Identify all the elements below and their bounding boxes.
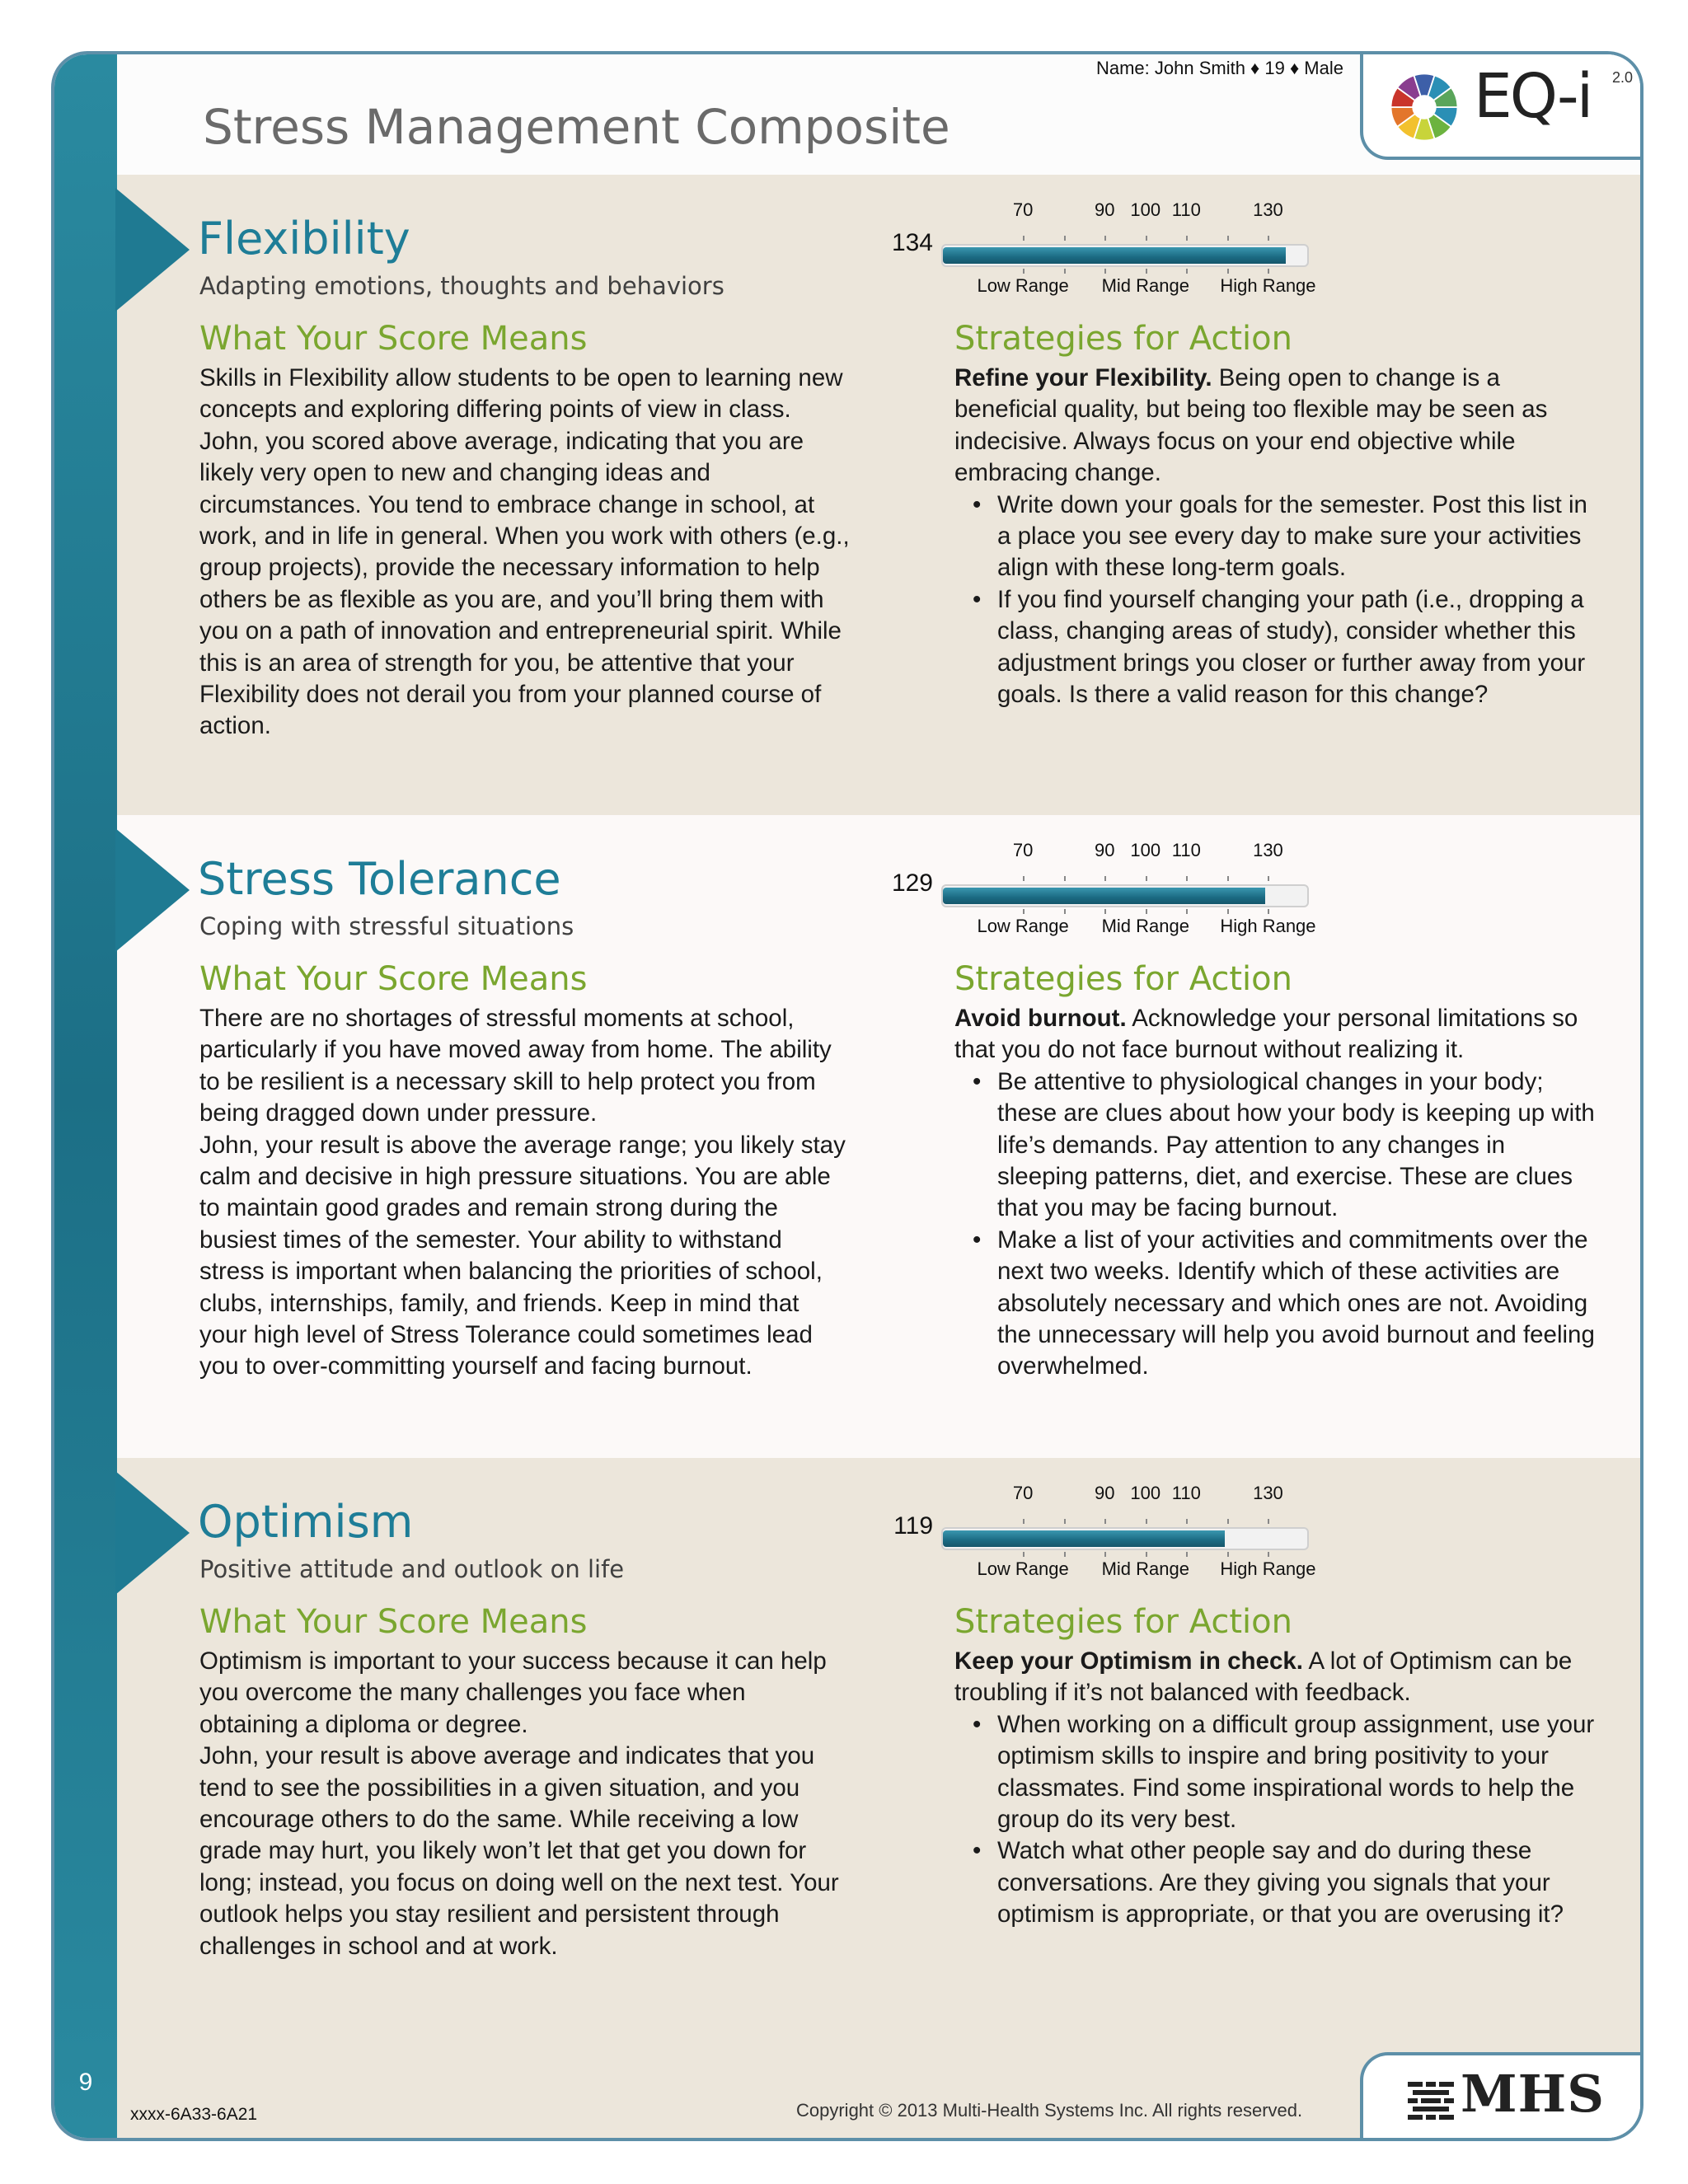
gauge-tick-mark [1104,909,1106,914]
logo-version: 2.0 [1612,69,1634,86]
chevron-marker-icon [115,1471,190,1595]
strategy-bullet: • Watch what other people say and do during these conversations. Are they giving you signals that your optimism is appropriate, or that you are overusing it? [997,1835,1597,1930]
gauge-tick-mark [1268,269,1269,274]
means-paragraph: John, your result is above the average range; you likely stay calm and decisive in high pressure situations. You are able to maintain good grades and remain strong during the busiest times of the semester. Your ability to withstand stress is important when balancing the priorities of school, clubs, internships, family, and friends. Keep in mind that your high level of Stress Tolerance could sometimes lead you to over-committing yourself and facing burnout. [199,1131,846,1380]
strategy-intro [954,1646,1597,1709]
gauge-tick-label: 100 [1130,199,1161,220]
page-number: 9 [78,2069,93,2096]
gauge-tick-mark [1064,909,1066,914]
gauge-tick-mark [1146,236,1147,241]
gauge-tick-label: 100 [1130,1483,1161,1503]
gauge-tick-mark [1186,909,1188,914]
gauge-tick-mark [1227,269,1229,274]
gauge-tick-label: 90 [1094,840,1115,860]
left-accent-bar [54,54,117,2138]
gauge-tick-mark [1227,236,1229,241]
mhs-logo [1360,2052,1643,2141]
strategies-heading: Strategies for Action [954,320,1292,358]
gauge-tick-label: 130 [1253,1483,1283,1503]
strategy-bullet: • Write down your goals for the semester. Post this list in a place you see every day to make sure your activities align with these long-term goals. [997,490,1597,584]
score-value: 119 [893,1512,933,1540]
gauge-tick-mark [1146,909,1147,914]
gauge-fill [943,888,1265,904]
gauge-tick-mark [1268,1519,1269,1524]
score-means-text [199,1646,851,1962]
gauge-tick-mark [1186,236,1188,241]
strategy-list [954,1709,1597,1931]
gauge-range-label: Mid Range [1101,916,1189,936]
page-title: Stress Management Composite [203,99,950,155]
strategies-text [954,363,1597,710]
chevron-marker-icon [115,828,190,952]
gauge-tick-mark [1227,909,1229,914]
strategy-intro-text: Acknowledge your personal limitations so that you do not face burnout without realizing it. [954,1005,1578,1064]
gauge-tick-label: 130 [1253,840,1283,860]
section-subtitle: Adapting emotions, thoughts and behaviors [199,272,724,300]
gauge-tick-mark [1186,1519,1188,1524]
score-means-heading: What Your Score Means [199,960,588,998]
strategy-intro-text: Being open to change is a beneficial quality, but being too flexible may be seen as indecisive. Always focus on your end objective while embracing change. [954,364,1548,487]
gauge-tick-mark [1227,876,1229,881]
gauge-tick-mark [1104,269,1106,274]
score-means-heading: What Your Score Means [199,320,588,358]
chevron-marker-icon [115,188,190,312]
strategies-text [954,1003,1597,1383]
score-value: 129 [891,869,933,897]
strategies-heading: Strategies for Action [954,1603,1292,1641]
strategy-bullet: • Make a list of your activities and commitments over the next two weeks. Identify which of these activities are absolutely necessary and which ones are not. Avoiding the unnecessary will help you avoid burnout and feeling overwhelmed. [997,1225,1597,1383]
gauge-tick-mark [1227,1552,1229,1557]
strategies-heading: Strategies for Action [954,960,1292,998]
student-info: Name: John Smith ♦ 19 ♦ Male [1095,58,1343,78]
strategy-intro [954,1003,1597,1066]
report-code: xxxx-6A33-6A21 [130,2105,258,2124]
gauge-range-label: Low Range [977,1558,1069,1579]
gauge-tick-mark [1104,1552,1106,1557]
gauge-fill [943,1530,1225,1547]
gauge-tick-mark [1104,876,1106,881]
section-flexibility [117,175,1640,815]
gauge-tick-mark [1064,236,1066,241]
gauge-range-label: High Range [1220,275,1316,296]
gauge-range-label: Mid Range [1101,275,1189,296]
gauge-tick-mark [1023,1552,1025,1557]
eqi-wheel-icon [1386,69,1462,145]
gauge-tick-mark [1186,876,1188,881]
means-paragraph: Optimism is important to your success because it can help you overcome the many challenges you face when obtaining a diploma or degree. [199,1647,827,1738]
copyright-notice: Copyright © 2013 Multi-Health Systems Inc. All rights reserved. [796,2100,1303,2121]
strategy-bullet: • If you find yourself changing your path (i.e., dropping a class, changing areas of study), consider whether this adjustment brings you closer or further away from your goals. Is there a valid reason for this change? [997,584,1597,711]
gauge-tick-label: 100 [1130,840,1161,860]
gauge-tick-mark [1064,269,1066,274]
gauge-range-label: High Range [1220,1558,1316,1579]
gauge-tick-label: 70 [1012,199,1034,220]
section-title: Optimism [198,1496,414,1548]
score-value: 134 [891,229,933,256]
gauge-tick-mark [1023,909,1025,914]
gauge-tick-mark [1186,1552,1188,1557]
section-subtitle: Coping with stressful situations [199,912,574,940]
strategy-list [954,490,1597,711]
gauge-tick-mark [1064,1519,1066,1524]
gauge-tick-mark [1064,1552,1066,1557]
section-stress-tolerance [117,815,1640,1458]
strategy-intro-text: A lot of Optimism can be troubling if it’s not balanced with feedback. [954,1647,1573,1707]
gauge-tick-mark [1146,876,1147,881]
gauge-tick-label: 70 [1012,840,1034,860]
gauge-tick-mark [1064,876,1066,881]
gauge-tick-mark [1023,269,1025,274]
gauge-tick-mark [1023,876,1025,881]
gauge-tick-label: 110 [1171,1483,1201,1503]
gauge-tick-mark [1023,1519,1025,1524]
strategy-bullet: • When working on a difficult group assignment, use your optimism skills to inspire and bring positivity to your classmates. Find some inspirational words to help the group do its very best. [997,1709,1597,1836]
strategy-list [954,1066,1597,1383]
means-paragraph: There are no shortages of stressful moments at school, particularly if you have moved away from home. The ability to be resilient is a necessary skill to help protect you from being dragged down under pressure. [199,1005,832,1127]
gauge-tick-mark [1146,269,1147,274]
score-means-text [199,363,851,743]
score-gauge [941,1483,1316,1582]
gauge-tick-mark [1268,236,1269,241]
gauge-tick-mark [1146,1519,1147,1524]
eqi-logo [1360,51,1643,160]
gauge-tick-mark [1227,1519,1229,1524]
section-title: Stress Tolerance [198,853,561,905]
score-gauge [941,199,1316,298]
section-subtitle: Positive attitude and outlook on life [199,1555,625,1583]
means-paragraph: John, you scored above average, indicating that you are likely very open to new and changing ideas and circumstances. You tend to embrace change in school, at work, and in life in general. When you work with others (e.g., group projects), provide the necessary information to help others be as flexible as you are, and you’ll bring them with you on a path of innovation and entrepreneurial spirit. While this is an area of strength for you, be attentive that your Flexibility does not derail you from your planned course of action. [199,427,850,740]
gauge-tick-mark [1104,1519,1106,1524]
means-paragraph: Skills in Flexibility allow students to be open to learning new concepts and exploring differing points of view in class. [199,364,843,424]
mhs-grid-icon [1404,2079,1457,2121]
means-paragraph: John, your result is above average and indicates that you tend to see the possibilities in a given situation, and you encourage others to do the same. While receiving a low grade may hurt, you likely won’t let that get you down for long; instead, you focus on doing well on the next test. Your outlook helps you stay resilient and persistent through challenges in school and at work. [199,1742,839,1960]
section-optimism [117,1458,1640,2138]
gauge-tick-label: 110 [1171,840,1201,860]
gauge-tick-mark [1268,1552,1269,1557]
strategies-text [954,1646,1597,1931]
gauge-tick-mark [1268,909,1269,914]
gauge-range-label: Mid Range [1101,1558,1189,1579]
score-means-heading: What Your Score Means [199,1603,588,1641]
gauge-tick-mark [1146,1552,1147,1557]
report-page [51,51,1643,2141]
score-means-text [199,1003,851,1383]
strategy-lead: Refine your Flexibility. [954,364,1212,391]
score-gauge [941,840,1316,939]
gauge-fill [943,247,1286,264]
gauge-tick-mark [1186,269,1188,274]
section-title: Flexibility [198,213,410,265]
strategy-bullet: • Be attentive to physiological changes in your body; these are clues about how your body is keeping up with life’s demands. Pay attention to any changes in sleeping patterns, diet, and exercise. These are clues that you may be facing burnout. [997,1066,1597,1225]
gauge-tick-mark [1023,236,1025,241]
strategy-lead: Keep your Optimism in check. [954,1647,1303,1675]
gauge-tick-label: 70 [1012,1483,1034,1503]
strategy-lead: Avoid burnout. [954,1005,1127,1032]
gauge-tick-label: 90 [1094,1483,1115,1503]
gauge-tick-mark [1268,876,1269,881]
mhs-brand-text: MHS [1461,2064,1605,2124]
gauge-tick-mark [1104,236,1106,241]
gauge-range-label: Low Range [977,275,1069,296]
gauge-tick-label: 130 [1253,199,1283,220]
gauge-tick-label: 90 [1094,199,1115,220]
strategy-intro [954,363,1597,490]
gauge-tick-label: 110 [1171,199,1201,220]
gauge-range-label: High Range [1220,916,1316,936]
logo-text: EQ-i [1474,61,1592,132]
gauge-range-label: Low Range [977,916,1069,936]
